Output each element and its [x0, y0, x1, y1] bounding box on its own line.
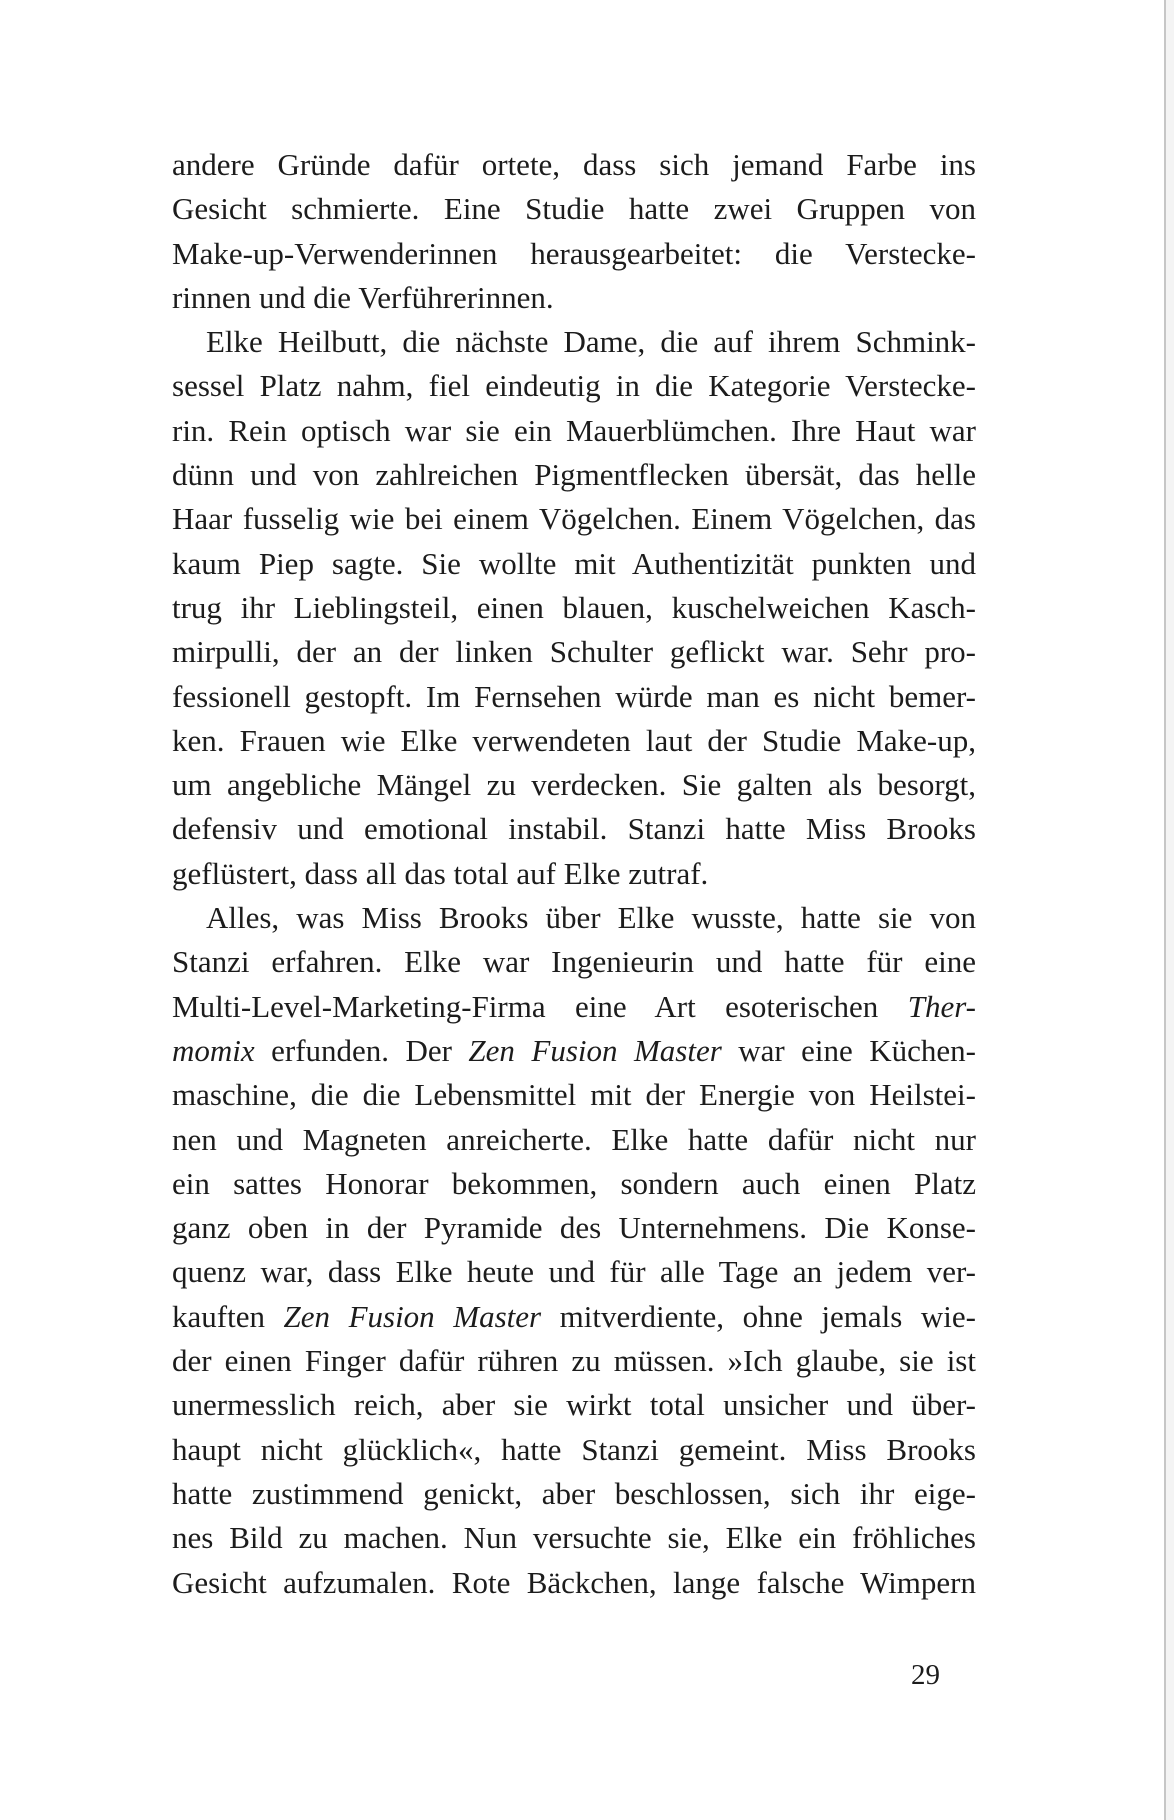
text-segment: haupt nicht glücklich«, hatte Stanzi gemeint. Miss Brooks — [172, 1431, 976, 1467]
text-segment: trug ihr Lieblingsteil, einen blauen, kuschelweichen Kasch- — [172, 589, 976, 625]
text-line — [172, 232, 976, 276]
text-line — [172, 409, 976, 453]
text-line — [172, 364, 976, 408]
text-line — [172, 1561, 976, 1605]
text-segment: kaum Piep sagte. Sie wollte mit Authentizität punkten und — [172, 545, 976, 581]
text-segment: hatte zustimmend genickt, aber beschlossen, sich ihr eige- — [172, 1475, 976, 1511]
text-line — [172, 1073, 976, 1117]
text-segment: rin. Rein optisch war sie ein Mauerblümchen. Ihre Haut war — [172, 412, 976, 448]
text-segment: ganz oben in der Pyramide des Unternehmens. Die Konse- — [172, 1210, 976, 1246]
text-segment: Make-up-Verwenderinnen herausgearbeitet: die Verstecke- — [172, 235, 976, 271]
text-line — [172, 187, 976, 231]
text-line — [172, 1162, 976, 1206]
text-segment: mirpulli, der an der linken Schulter geflickt war. Sehr pro- — [172, 634, 976, 670]
text-line — [172, 586, 976, 630]
text-line — [172, 1250, 976, 1294]
text-line — [172, 630, 976, 674]
italic-text: Ther- — [907, 988, 976, 1024]
text-line — [172, 453, 976, 497]
text-line — [172, 542, 976, 586]
text-segment: ein sattes Honorar bekommen, sondern auch einen Platz — [172, 1165, 976, 1201]
text-segment: nes Bild zu machen. Nun versuchte sie, Elke ein fröhliches — [172, 1520, 976, 1556]
paragraph — [172, 896, 976, 1605]
text-line — [172, 1206, 976, 1250]
text-line — [172, 675, 976, 719]
text-line — [172, 1428, 976, 1472]
text-segment: rinnen und die Verführerinnen. — [172, 279, 554, 315]
text-line — [172, 1029, 976, 1073]
text-line — [172, 1516, 976, 1560]
text-line — [172, 852, 976, 896]
text-line — [172, 807, 976, 851]
text-segment: Gesicht schmierte. Eine Studie hatte zwei Gruppen von — [172, 191, 976, 227]
text-segment: Elke Heilbutt, die nächste Dame, die auf ihrem Schmink- — [206, 324, 976, 360]
italic-text: momix — [172, 1032, 255, 1068]
body-text — [172, 143, 976, 1605]
text-line — [172, 497, 976, 541]
text-segment: kauften — [172, 1298, 284, 1334]
text-line — [172, 985, 976, 1029]
text-line — [172, 719, 976, 763]
text-line — [172, 896, 976, 940]
text-line — [172, 143, 976, 187]
paragraph — [172, 143, 976, 320]
text-segment: ken. Frauen wie Elke verwendeten laut der Studie Make-up, — [172, 722, 976, 758]
text-segment: unermesslich reich, aber sie wirkt total unsicher und über- — [172, 1387, 976, 1423]
text-segment: quenz war, dass Elke heute und für alle Tage an jedem ver- — [172, 1254, 976, 1290]
italic-text: Zen Fusion Master — [468, 1032, 722, 1068]
text-line — [172, 763, 976, 807]
text-segment: Multi-Level-Marketing-Firma eine Art esoterischen — [172, 988, 908, 1024]
text-segment: andere Gründe dafür ortete, dass sich jemand Farbe ins — [172, 147, 976, 182]
text-segment: Haar fusselig wie bei einem Vögelchen. Einem Vögelchen, das — [172, 501, 976, 537]
text-segment: Stanzi erfahren. Elke war Ingenieurin und hatte für eine — [172, 944, 976, 980]
text-segment: defensiv und emotional instabil. Stanzi hatte Miss Brooks — [172, 811, 976, 847]
page-edge-line — [1164, 0, 1166, 1820]
text-segment: erfunden. Der — [254, 1032, 469, 1068]
text-line — [172, 1295, 976, 1339]
text-segment: war eine Küchen- — [721, 1032, 976, 1068]
text-line — [172, 1118, 976, 1162]
text-segment: um angebliche Mängel zu verdecken. Sie galten als besorgt, — [172, 767, 976, 803]
text-line — [172, 1472, 976, 1516]
text-line — [172, 320, 976, 364]
text-segment: sessel Platz nahm, fiel eindeutig in die Kategorie Verstecke- — [172, 368, 976, 404]
text-line — [172, 1339, 976, 1383]
text-line — [172, 1383, 976, 1427]
page-edge-shadow — [1166, 0, 1174, 1820]
text-segment: fessionell gestopft. Im Fernsehen würde man es nicht bemer- — [172, 678, 976, 714]
page-number: 29 — [911, 1659, 940, 1691]
text-segment: geflüstert, dass all das total auf Elke zutraf. — [172, 855, 709, 891]
text-segment: nen und Magneten anreicherte. Elke hatte dafür nicht nur — [172, 1121, 976, 1157]
italic-text: Zen Fusion Master — [283, 1298, 542, 1334]
text-segment: Gesicht aufzumalen. Rote Bäckchen, lange falsche Wimpern — [172, 1564, 976, 1600]
paragraph — [172, 320, 976, 896]
text-line — [172, 276, 976, 320]
text-segment: mitverdiente, ohne jemals wie- — [541, 1298, 976, 1334]
text-segment: der einen Finger dafür rühren zu müssen. »Ich glaube, sie ist — [172, 1343, 976, 1379]
text-segment: dünn und von zahlreichen Pigmentflecken übersät, das helle — [172, 457, 976, 493]
text-segment: Alles, was Miss Brooks über Elke wusste, hatte sie von — [206, 900, 976, 936]
text-line — [172, 940, 976, 984]
text-segment: maschine, die die Lebensmittel mit der Energie von Heilstei- — [172, 1077, 976, 1113]
